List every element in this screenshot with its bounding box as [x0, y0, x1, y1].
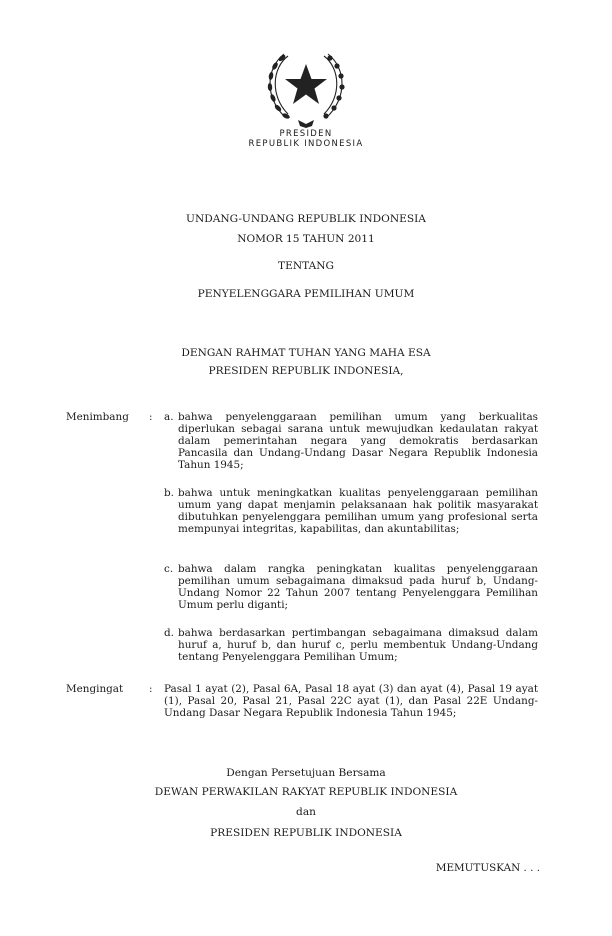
menimbang-b-text: bahwa untuk meningkatkan kualitas penyelenggaraan pemilihan umum yang dapat menjamin pelaksanaan hak politik masyarakat dibutuhkan penyelenggara pemilihan umum yang profesional serta mempunyai integritas, kapabilitas, dan akuntabilitas; [178, 487, 538, 535]
menimbang-d-text: bahwa berdasarkan pertimbangan sebagaimana dimaksud dalam huruf a, huruf b, dan huruf c, perlu membentuk Undang-Undang tentang Penyelenggara Pemilihan Umum; [178, 627, 538, 663]
menimbang-a-marker: a. [164, 411, 174, 423]
menimbang-c-marker: c. [164, 563, 174, 575]
menimbang-a-text: bahwa penyelenggaraan pemilihan umum yang berkualitas diperlukan sebagai sarana untuk mewujudkan kedaulatan rakyat dalam pemerintahan negara yang demokratis berdasarkan Pancasila dan Undang-Undang Dasar Negara Republik Indonesia Tahun 1945; [178, 411, 538, 471]
menimbang-c-text: bahwa dalam rangka peningkatan kualitas penyelenggaraan pemilihan umum sebagaimana dimaksud pada huruf b, Undang-Undang Nomor 22 Tahun 2007 tentang Penyelenggara Pemilihan Umum perlu diganti; [178, 563, 538, 611]
letterhead-line-presiden: PRESIDEN [279, 129, 333, 139]
approval-line-1: Dengan Persetujuan Bersama [226, 767, 386, 779]
law-number: NOMOR 15 TAHUN 2011 [237, 233, 375, 245]
mengingat-text: Pasal 1 ayat (2), Pasal 6A, Pasal 18 ayat (3) dan ayat (4), Pasal 19 ayat (1), Pasal 20, Pasal 21, Pasal 22C ayat (1), dan Pasal 22E Undang-Undang Dasar Negara Republik Indonesia Tahun 1945; [164, 683, 538, 719]
letterhead-line-republik: REPUBLIK INDONESIA [248, 139, 364, 149]
mengingat-colon: : [149, 683, 153, 695]
continuation-marker: MEMUTUSKAN . . . [435, 862, 540, 874]
mengingat-label: Mengingat [66, 683, 124, 695]
approval-line-2: DEWAN PERWAKILAN RAKYAT REPUBLIK INDONESIA [154, 786, 458, 798]
preamble-line-2: PRESIDEN REPUBLIK INDONESIA, [208, 365, 404, 377]
approval-line-3: dan [296, 806, 316, 818]
law-subject: PENYELENGGARA PEMILIHAN UMUM [197, 288, 415, 300]
menimbang-b-marker: b. [164, 487, 174, 499]
menimbang-d-marker: d. [164, 627, 174, 639]
law-title: UNDANG-UNDANG REPUBLIK INDONESIA [186, 213, 426, 225]
presidential-emblem [258, 38, 354, 130]
law-about: TENTANG [278, 260, 334, 272]
approval-line-4: PRESIDEN REPUBLIK INDONESIA [210, 827, 402, 839]
menimbang-colon: : [149, 411, 153, 423]
preamble-line-1: DENGAN RAHMAT TUHAN YANG MAHA ESA [181, 347, 431, 359]
menimbang-label: Menimbang [66, 411, 129, 423]
